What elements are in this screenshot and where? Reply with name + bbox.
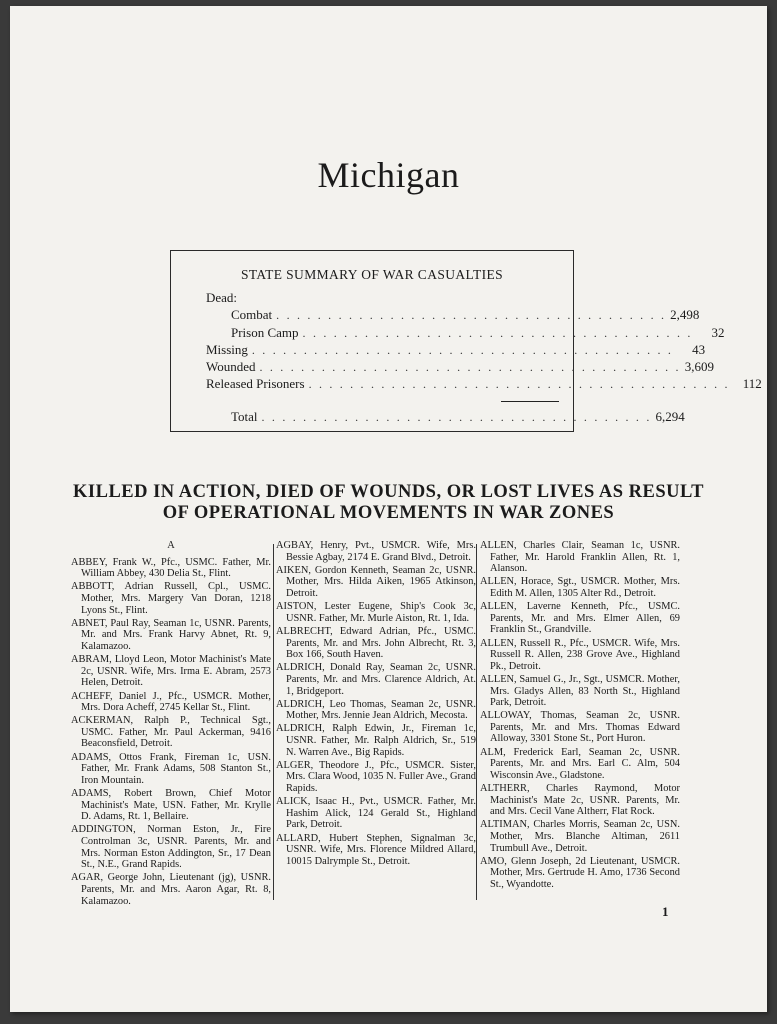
summary-row-released-prisoners: Released Prisoners . . . . . . . . . . . . . . . . . . . . . . . . . . . . . . . . . . . . . . . . . 112 — [206, 376, 762, 391]
summary-row-missing: Missing . . . . . . . . . . . . . . . . . . . . . . . . . . . . . . . . . . . . . . . . . 43 — [206, 342, 706, 357]
casualty-entry: ADDINGTON, Norman Eston, Jr., Fire Controlman 3c, USNR. Parents, Mr. and Mrs. Norman Eston Addington, Sr., 17 Dean St., N.E., Grand Rapids. — [71, 824, 271, 871]
summary-heading: STATE SUMMARY OF WAR CASUALTIES — [240, 267, 504, 282]
summary-row-total: Total . . . . . . . . . . . . . . . . . . . . . . . . . . . . . . . . . . . . . . 6,294 — [231, 409, 685, 424]
casualty-entry: ABBOTT, Adrian Russell, Cpl., USMC. Mother, Mrs. Margery Van Doran, 1218 Lyons St., Flint. — [71, 581, 271, 616]
casualty-entry: ADAMS, Robert Brown, Chief Motor Machinist's Mate, USN. Father, Mr. Krylle D. Adams, Rt. 1, Bellaire. — [71, 788, 271, 823]
leader-dots: . . . . . . . . . . . . . . . . . . . . . . . . . . . . . . . . . . . . . . — [302, 326, 693, 340]
casualty-entry: ALLEN, Charles Clair, Seaman 1c, USNR. Father, Mr. Harold Franklin Allen, Rt. 1, Alanson. — [480, 540, 680, 575]
casualty-column-1 — [71, 540, 271, 909]
casualty-entry: AIKEN, Gordon Kenneth, Seaman 2c, USNR. Mother, Mrs. Hilda Aiken, 1965 Atkinson, Detroit. — [276, 564, 476, 599]
section-heading-line-2: OF OPERATIONAL MOVEMENTS IN WAR ZONES — [162, 503, 615, 523]
casualty-entry: ALLEN, Russell R., Pfc., USMCR. Wife, Mrs. Russell R. Allen, 238 Grove Ave., Highland Pk., Detroit. — [480, 637, 680, 672]
section-heading — [10, 482, 767, 524]
casualty-entry: ALDRICH, Leo Thomas, Seaman 2c, USNR. Mother, Mrs. Jennie Jean Aldrich, Mecosta. — [276, 698, 476, 722]
section-heading-line-1: KILLED IN ACTION, DIED OF WOUNDS, OR LOST LIVES AS RESULT — [73, 482, 704, 502]
leader-dots: . . . . . . . . . . . . . . . . . . . . . . . . . . . . . . . . . . . . . . . . . — [259, 360, 681, 374]
casualty-entry: AMO, Glenn Joseph, 2d Lieutenant, USMCR. Mother, Mrs. Gertrude H. Amo, 1736 Second St., Wyandotte. — [480, 855, 680, 890]
casualty-entry: ADAMS, Ottos Frank, Fireman 1c, USN. Father, Mr. Frank Adams, 508 Stanton St., Iron Mountain. — [71, 751, 271, 786]
casualty-entry: ALGER, Theodore J., Pfc., USMCR. Sister, Mrs. Clara Wood, 1035 N. Fuller Ave., Grand Rapids. — [276, 759, 476, 795]
casualty-entry: ABBEY, Frank W., Pfc., USMC. Father, Mr. William Abbey, 430 Delia St., Flint. — [71, 556, 271, 580]
casualty-entry: ALTHERR, Charles Raymond, Motor Machinist's Mate 2c, USNR. Parents, Mr. and Mrs. Cecil Vane Altherr, Flat Rock. — [480, 783, 680, 818]
casualty-entry: ALLARD, Hubert Stephen, Signalman 3c, USNR. Wife, Mrs. Florence Mildred Allard, 10015 Dalrymple St., Detroit. — [276, 832, 476, 867]
summary-row-wounded: Wounded . . . . . . . . . . . . . . . . . . . . . . . . . . . . . . . . . . . . . . . . . 3,609 — [206, 359, 714, 374]
casualty-entry: ALTIMAN, Charles Morris, Seaman 2c, USN. Mother, Mrs. Blanche Altiman, 2611 Trumbull Ave., Detroit. — [480, 819, 680, 854]
document-page — [10, 6, 767, 1012]
alphabet-letter-heading: A — [167, 540, 175, 551]
casualty-column-2 — [276, 540, 476, 869]
summary-row-combat: Combat . . . . . . . . . . . . . . . . . . . . . . . . . . . . . . . . . . . . . . 2,498 — [231, 307, 700, 322]
summary-row-prison-camp: Prison Camp . . . . . . . . . . . . . . . . . . . . . . . . . . . . . . . . . . . . . . 32 — [231, 325, 725, 340]
casualty-entry: AGBAY, Henry, Pvt., USMCR. Wife, Mrs. Bessie Agbay, 2174 E. Grand Blvd., Detroit. — [276, 540, 476, 563]
total-rule — [501, 401, 559, 402]
leader-dots: . . . . . . . . . . . . . . . . . . . . . . . . . . . . . . . . . . . . . . — [276, 308, 667, 322]
column-divider — [273, 544, 274, 900]
casualty-entry: ACKERMAN, Ralph P., Technical Sgt., USMC. Father, Mr. Paul Ackerman, 9416 Beaconsfield, Detroit. — [71, 715, 271, 750]
casualty-entry: ALM, Frederick Earl, Seaman 2c, USNR. Parents, Mr. and Mrs. Earl C. Alm, 504 Wisconsin Ave., Gladstone. — [480, 746, 680, 781]
leader-dots: . . . . . . . . . . . . . . . . . . . . . . . . . . . . . . . . . . . . . . . . . — [308, 377, 730, 391]
casualty-entry: ALLEN, Samuel G., Jr., Sgt., USMCR. Mother, Mrs. Gladys Allen, 83 North St., Highland Park, Detroit. — [480, 673, 680, 709]
casualty-entry: ABRAM, Lloyd Leon, Motor Machinist's Mate 2c, USNR. Wife, Mrs. Irma E. Abram, 2573 Helen, Detroit. — [71, 654, 271, 689]
casualty-entry: ALBRECHT, Edward Adrian, Pfc., USMC. Parents, Mr. and Mrs. John Albrecht, Rt. 3, Box 166, South Haven. — [276, 625, 476, 661]
casualty-entry: ALICK, Isaac H., Pvt., USMCR. Father, Mr. Hashim Alick, 124 Gerald St., Highland Park, Detroit. — [276, 796, 476, 831]
casualty-entry: AISTON, Lester Eugene, Ship's Cook 3c, USNR. Father, Mr. Murle Aiston, Rt. 1, Ida. — [276, 601, 476, 624]
casualty-entry: ALLOWAY, Thomas, Seaman 2c, USNR. Parents, Mr. and Mrs. Thomas Edward Alloway, 3301 Stone St., Port Huron. — [480, 710, 680, 745]
leader-dots: . . . . . . . . . . . . . . . . . . . . . . . . . . . . . . . . . . . . . . — [261, 410, 652, 424]
casualty-entry: ABNET, Paul Ray, Seaman 1c, USNR. Parents, Mr. and Mrs. Frank Harvy Abnet, Rt. 9, Kalamazoo. — [71, 617, 271, 652]
casualty-entry: ALDRICH, Donald Ray, Seaman 2c, USNR. Parents, Mr. and Mrs. Clarence Aldrich, At. 1, Bridgeport. — [276, 662, 476, 697]
summary-dead-label: Dead: — [206, 290, 238, 305]
column-divider — [476, 544, 477, 900]
page-number: 1 — [662, 904, 669, 919]
casualty-entry: ALDRICH, Ralph Edwin, Jr., Fireman 1c, USNR. Father, Mr. Ralph Aldrich, Sr., 519 N. Warren Ave., Big Rapids. — [276, 723, 476, 758]
leader-dots: . . . . . . . . . . . . . . . . . . . . . . . . . . . . . . . . . . . . . . . . . — [251, 343, 674, 357]
casualty-summary-box — [170, 250, 762, 432]
casualty-column-3 — [480, 540, 680, 892]
casualty-entry: ALLEN, Laverne Kenneth, Pfc., USMC. Parents, Mr. and Mrs. Elmer Allen, 69 Franklin St., Grandville. — [480, 601, 680, 636]
casualty-entry: AGAR, George John, Lieutenant (jg), USNR. Parents, Mr. and Mrs. Aaron Agar, Rt. 8, Kalamazoo. — [71, 872, 271, 907]
page-title: Michigan — [317, 155, 460, 195]
casualty-entry: ACHEFF, Daniel J., Pfc., USMCR. Mother, Mrs. Dora Acheff, 2745 Kellar St., Flint. — [71, 690, 271, 714]
casualty-entry: ALLEN, Horace, Sgt., USMCR. Mother, Mrs. Edith M. Allen, 1305 Alter Rd., Detroit. — [480, 576, 680, 599]
